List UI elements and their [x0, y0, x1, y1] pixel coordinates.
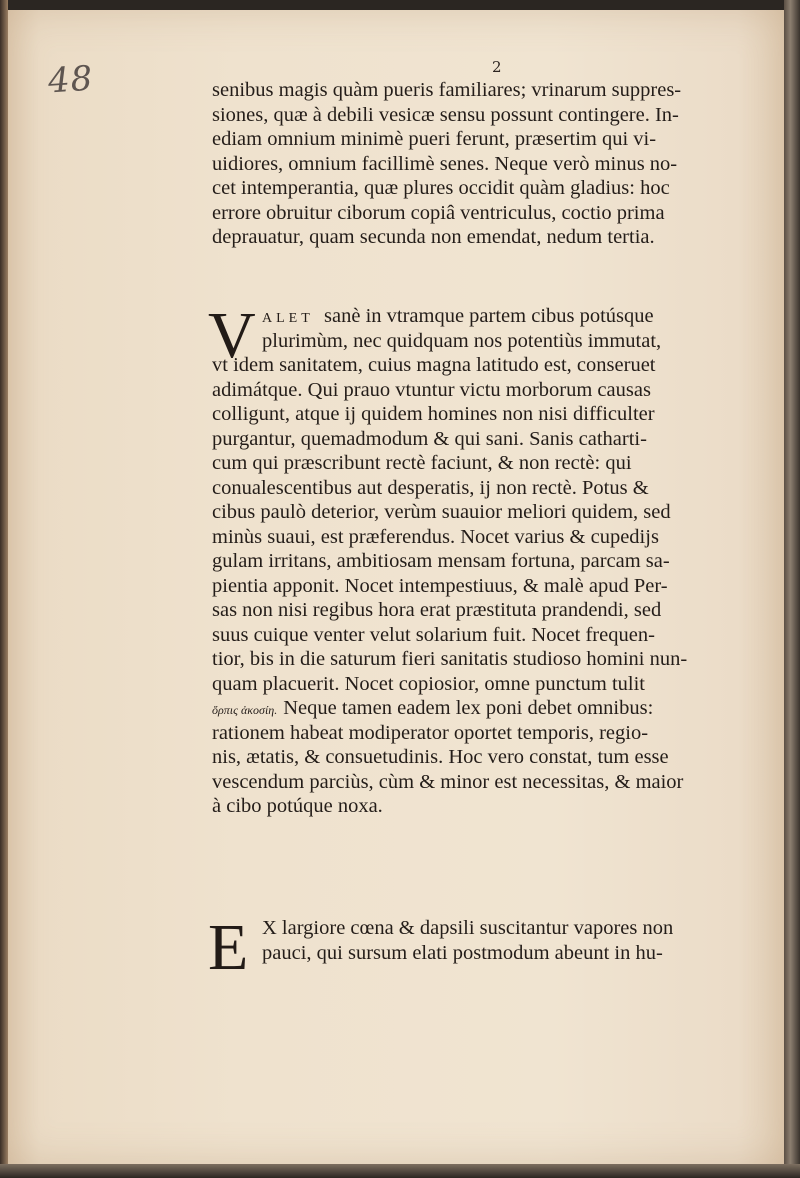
- greek-phrase: ὅρπις ἀκοσίη.: [212, 703, 278, 717]
- text-line: purgantur, quemadmodum & qui sani. Sanis catharti-: [212, 427, 647, 450]
- text-line: vt idem sanitatem, cuius magna latitudo est, conseruet: [212, 354, 656, 376]
- text-line: [212, 696, 768, 721]
- text-line: deprauatur, quam secunda non emendat, nedum tertia.: [212, 226, 655, 248]
- text-line: rationem habeat modiperator oportet temporis, regio-: [212, 721, 649, 744]
- text-line-rest: Neque tamen eadem lex poni debet omnibus:: [283, 697, 654, 719]
- handwritten-margin-note: 48: [46, 58, 95, 102]
- small-caps-word: alet: [262, 305, 314, 327]
- text-line: à cibo potúque noxa.: [212, 795, 383, 817]
- text-line: ediam omnium minimè pueri ferunt, præsertim qui vi-: [212, 128, 657, 150]
- text-line: siones, quæ à debili vesicæ sensu possunt contingere. In-: [212, 103, 679, 126]
- text-line: suus cuique venter velut solarium fuit. Nocet frequen-: [212, 623, 655, 646]
- text-line: nis, ætatis, & consuetudinis. Hoc vero constat, tum esse: [212, 746, 669, 768]
- text-line: minùs suaui, est præferendus. Nocet varius & cupedijs: [212, 525, 659, 548]
- text-line: cibus paulò deterior, verùm suauior meliori quidem, sed: [212, 501, 671, 523]
- text-line: pauci, qui sursum elati postmodum abeunt in hu-: [262, 941, 663, 964]
- text-line: quam placuerit. Nocet copiosior, omne punctum tulit: [212, 672, 645, 695]
- page-edge-bottom: [0, 1164, 800, 1178]
- binding-shadow: [0, 0, 8, 1178]
- text-line: colligunt, atque ij quidem homines non nisi difficulter: [212, 403, 655, 425]
- drop-cap: E: [208, 911, 249, 984]
- text-line: errore obruitur ciborum copiâ ventriculus, coctio prima: [212, 201, 665, 224]
- paragraph-2: [208, 299, 768, 819]
- text-line: cum qui præscribunt rectè faciunt, & non rectè: qui: [212, 452, 632, 474]
- text-line: pientia apponit. Nocet intempestiuus, & malè apud Per-: [212, 574, 668, 597]
- signature-mark: 2: [492, 58, 502, 76]
- paragraph-1: [212, 78, 768, 250]
- drop-cap: V: [208, 299, 256, 372]
- page-edge-right: [784, 0, 800, 1178]
- text-line: gulam irritans, ambitiosam mensam fortuna, parcam sa-: [212, 550, 670, 572]
- text-line: adimátque. Qui prauo vtuntur victu morborum causas: [212, 378, 651, 401]
- paragraph-3: [208, 911, 768, 984]
- text-line: sas non nisi regibus hora erat præstituta prandendi, sed: [212, 599, 662, 621]
- text-line: X largiore cœna & dapsili suscitantur vapores non: [262, 917, 674, 939]
- text-line: conualescentibus aut desperatis, ij non rectè. Potus &: [212, 476, 649, 499]
- text-line: vescendum parciùs, cùm & minor est necessitas, & maior: [212, 770, 684, 793]
- text-line: tior, bis in die saturum fieri sanitatis studioso homini nun-: [212, 648, 688, 670]
- text-line: [212, 304, 768, 329]
- text-line-rest: sanè in vtramque partem cibus potúsque: [324, 305, 654, 327]
- text-line: uidiores, omnium facillimè senes. Neque verò minus no-: [212, 152, 678, 175]
- text-line: senibus magis quàm pueris familiares; vrinarum suppres-: [212, 79, 682, 101]
- text-line: plurimùm, nec quidquam nos potentiùs immutat,: [262, 329, 662, 352]
- text-line: cet intemperantia, quæ plures occidit quàm gladius: hoc: [212, 177, 670, 199]
